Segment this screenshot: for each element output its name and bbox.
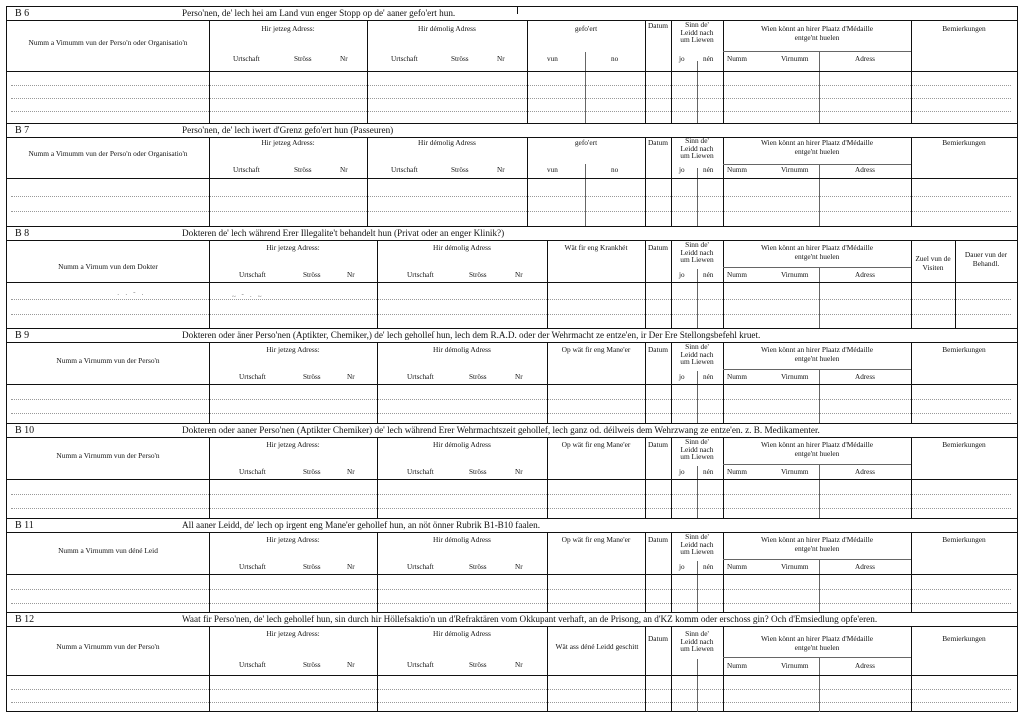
section-b11 [7,518,1017,612]
medal-name-label: Numm [727,373,747,381]
medal-name-label: Numm [727,563,747,571]
number-label: Nr [347,373,355,381]
locality-label: Urtschaft [239,468,266,476]
street-label: Ströss [469,271,487,279]
sense-header: Sinn de' Leidd nach um Liewen [680,20,714,45]
to-label: no [611,55,619,63]
column-name: Numm a Vimumm vun der Perso'n oder Organisatio'n [28,38,188,47]
number-label: Nr [515,373,523,381]
column-name: Numm a Virnumm vun der Perso'n [56,642,160,651]
current-address-header: Hir jetzeg Adress: [266,243,320,252]
number-label: Nr [347,563,355,571]
street-label: Ströss [451,55,469,63]
medal-header: Wien könnt an hirer Plaatz d'Médaille entge'nt huelen [760,345,874,363]
no-label: nén [703,373,714,381]
number-label: Nr [347,468,355,476]
locality-label: Urtschaft [407,563,434,571]
locality-label: Urtschaft [233,166,260,174]
manner-header: Op wät fir eng Mane'er [561,345,631,354]
medal-address-label: Adress [855,55,875,63]
locality-label: Urtschaft [407,468,434,476]
sense-header: Sinn de' Leidd nach um Liewen [680,342,714,367]
section-b6 [7,7,1017,123]
remarks-header: Bemierkungen [942,535,986,544]
section-header [7,227,1017,241]
date-header: Datum [647,21,669,30]
section-header [7,329,1017,343]
section-title: All aaner Leidd, de' lech op irgent eng Mane'er gehollef hun, an nöt önner Rubrik B1-B10 faalen. [182,520,541,530]
street-label: Ströss [303,468,321,476]
medal-address-label: Adress [855,563,875,571]
former-address-header: Hir démolig Adress [418,24,476,33]
section-code: B 7 [15,125,30,136]
medal-name-label: Numm [727,271,747,279]
locality-label: Urtschaft [239,373,266,381]
sense-header: Sinn de' Leidd nach um Liewen [680,629,714,654]
medal-header: Wien könnt an hirer Plaatz d'Médaille entge'nt huelen [760,440,874,458]
no-label: nén [703,271,714,279]
section-b7 [7,123,1017,226]
column-name: Numm a Virnumm vun der Perso'n [56,356,160,365]
no-label: nén [703,563,714,571]
section-code: B 6 [15,8,30,19]
medal-firstname-label: Virnumm [781,662,809,670]
current-address-header: Hir jetzeg Adress: [266,440,320,449]
remarks-header: Bemierkungen [942,24,986,33]
number-label: Nr [515,468,523,476]
current-address-header: Hir jetzeg Adress: [266,345,320,354]
number-label: Nr [340,55,348,63]
section-title: Dokteren oder aaner Perso'nen (Aptikter Chemiker) de' lech während Erer Wehrmachtszeit gehollef, lech ganz od. déilweis dem Wehrzwang ze entze'en. z. B. Medikamenter. [182,425,820,435]
section-header [7,124,1017,138]
medal-firstname-label: Virnumm [781,563,809,571]
remarks-header: Bemierkungen [942,440,986,449]
column-doctor-name: Numm a Virnum vun dem Dokter [58,262,158,271]
date-header: Datum [647,634,669,643]
yes-label: jo [679,166,685,174]
locality-label: Urtschaft [391,55,418,63]
former-address-header: Hir démolig Adress [433,535,491,544]
section-title: Waat fir Perso'nen, de' lech gehollef hun, sin durch hir Höllefsaktio'n un d'Refraktären vom Okkupant verhaft, an de Prisong, an d'KZ komm oder erschoss gin? Och d'Emsiedlung opfe'eren. [182,614,878,624]
column-name: Numm a Virnumm vun der Perso'n [56,451,160,460]
medal-address-label: Adress [855,373,875,381]
locality-label: Urtschaft [239,661,266,669]
medal-name-label: Numm [727,166,747,174]
medal-header: Wien könnt an hirer Plaatz d'Médaille entge'nt huelen [760,634,874,652]
street-label: Ströss [469,563,487,571]
medal-header: Wien könnt an hirer Plaatz d'Médaille entge'nt huelen [760,24,874,42]
section-code: B 11 [15,520,34,531]
section-header [7,613,1017,627]
no-label: nén [703,468,714,476]
remarks-header: Bemierkungen [942,634,986,643]
column-name: Numm a Vimumm vun der Perso'n oder Organisatio'n [28,149,188,158]
yes-label: jo [679,55,685,63]
former-address-header: Hir démolig Adress [418,138,476,147]
medal-header: Wien könnt an hirer Plaatz d'Médaille entge'nt huelen [760,535,874,553]
street-label: Ströss [303,563,321,571]
street-label: Ströss [451,166,469,174]
street-label: Ströss [294,55,312,63]
section-b12 [7,612,1017,711]
remarks-header: Bemierkungen [942,138,986,147]
number-label: Nr [347,271,355,279]
date-header: Datum [647,138,669,147]
medal-firstname-label: Virnumm [781,468,809,476]
medal-header: Wien könnt an hirer Plaatz d'Médaille entge'nt huelen [760,243,874,261]
medal-firstname-label: Virnumm [781,166,809,174]
section-header [7,424,1017,438]
illness-header: Wät fir eng Krankhét [564,243,628,252]
locality-label: Urtschaft [407,373,434,381]
locality-label: Urtschaft [407,271,434,279]
to-label: no [611,166,619,174]
section-code: B 8 [15,228,30,239]
locality-label: Urtschaft [391,166,418,174]
section-code: B 10 [15,425,35,436]
remarks-header: Bemierkungen [942,345,986,354]
form-sheet [6,6,1018,712]
section-b10 [7,423,1017,518]
what-happened-header: Wät ass déné Leidd geschitt [555,642,639,651]
number-label: Nr [497,55,505,63]
number-label: Nr [515,563,523,571]
visits-header: Zuel vun de Visiten [915,254,951,272]
former-address-header: Hir démolig Adress [433,629,491,638]
street-label: Ströss [303,373,321,381]
number-label: Nr [497,166,505,174]
medal-address-label: Adress [855,271,875,279]
number-label: Nr [515,661,523,669]
locality-label: Urtschaft [233,55,260,63]
from-label: vun [547,55,558,63]
yes-label: jo [679,271,685,279]
street-label: Ströss [303,661,321,669]
from-label: vun [547,166,558,174]
current-address-header: Hir jetzeg Adress: [261,138,315,147]
medal-address-label: Adress [855,468,875,476]
medal-name-label: Numm [727,468,747,476]
transported-header: gefo'ert [574,24,598,33]
section-title: Dokteren de' lech während Erer Illegalite't behandelt hun (Privat oder an enger Klinik?) [182,228,505,238]
street-label: Ströss [303,271,321,279]
no-label: nén [703,55,714,63]
duration-header: Dauer vun der Behandl. [964,250,1008,268]
section-b9 [7,328,1017,423]
faint-handwriting: · · ˜ · [117,291,146,299]
sense-header: Sinn de' Leidd nach um Liewen [680,532,714,557]
section-title: Dokteren oder äner Perso'nen (Aptikter, Chemiker,) de' lech geholleſ hun, lech dem R.A.D. oder der Wehrmacht ze entze'en, ir Der Ere Stellongsbefehl kruet. [182,330,761,340]
yes-label: jo [679,468,685,476]
former-address-header: Hir démolig Adress [433,440,491,449]
medal-header: Wien könnt an hirer Plaatz d'Médaille entge'nt huelen [760,138,874,156]
date-header: Datum [647,440,669,449]
medal-firstname-label: Virnumm [781,271,809,279]
street-label: Ströss [469,661,487,669]
transported-header: gefo'ert [574,138,598,147]
former-address-header: Hir démolig Adress [433,345,491,354]
date-header: Datum [647,345,669,354]
no-label: nén [703,166,714,174]
medal-address-label: Adress [855,166,875,174]
medal-name-label: Numm [727,662,747,670]
date-header: Datum [647,535,669,544]
number-label: Nr [347,661,355,669]
manner-header: Op wät fir eng Mane'er [561,535,631,544]
yes-label: jo [679,373,685,381]
yes-label: jo [679,563,685,571]
locality-label: Urtschaft [239,563,266,571]
number-label: Nr [515,271,523,279]
faint-handwriting: ~ ˜ · ~ [232,293,264,301]
number-label: Nr [340,166,348,174]
current-address-header: Hir jetzeg Adress: [266,629,320,638]
sense-header: Sinn de' Leidd nach um Liewen [680,240,714,265]
current-address-header: Hir jetzeg Adress: [261,24,315,33]
locality-label: Urtschaft [407,661,434,669]
section-b8 [7,226,1017,328]
medal-firstname-label: Virnumm [781,55,809,63]
date-header: Datum [647,243,669,252]
section-code: B 9 [15,330,30,341]
section-title: Perso'nen, de' lech iwert d'Grenz gefo'ert hun (Passeuren) [182,125,394,135]
locality-label: Urtschaft [239,271,266,279]
section-title: Perso'nen, de' lech hei am Land vun enger Stopp op de' aaner gefo'ert hun. [182,8,456,18]
street-label: Ströss [294,166,312,174]
section-code: B 12 [15,614,35,625]
medal-firstname-label: Virnumm [781,373,809,381]
sense-header: Sinn de' Leidd nach um Liewen [680,437,714,462]
former-address-header: Hir démolig Adress [433,243,491,252]
section-header [7,519,1017,533]
street-label: Ströss [469,373,487,381]
section-header [7,7,1017,21]
street-label: Ströss [469,468,487,476]
medal-name-label: Numm [727,55,747,63]
sense-header: Sinn de' Leidd nach um Liewen [680,136,714,161]
manner-header: Op wät fir eng Mane'er [561,440,631,449]
current-address-header: Hir jetzeg Adress: [266,535,320,544]
column-name: Numm a Virnumm vun déné Leid [58,546,158,555]
medal-address-label: Adress [855,662,875,670]
